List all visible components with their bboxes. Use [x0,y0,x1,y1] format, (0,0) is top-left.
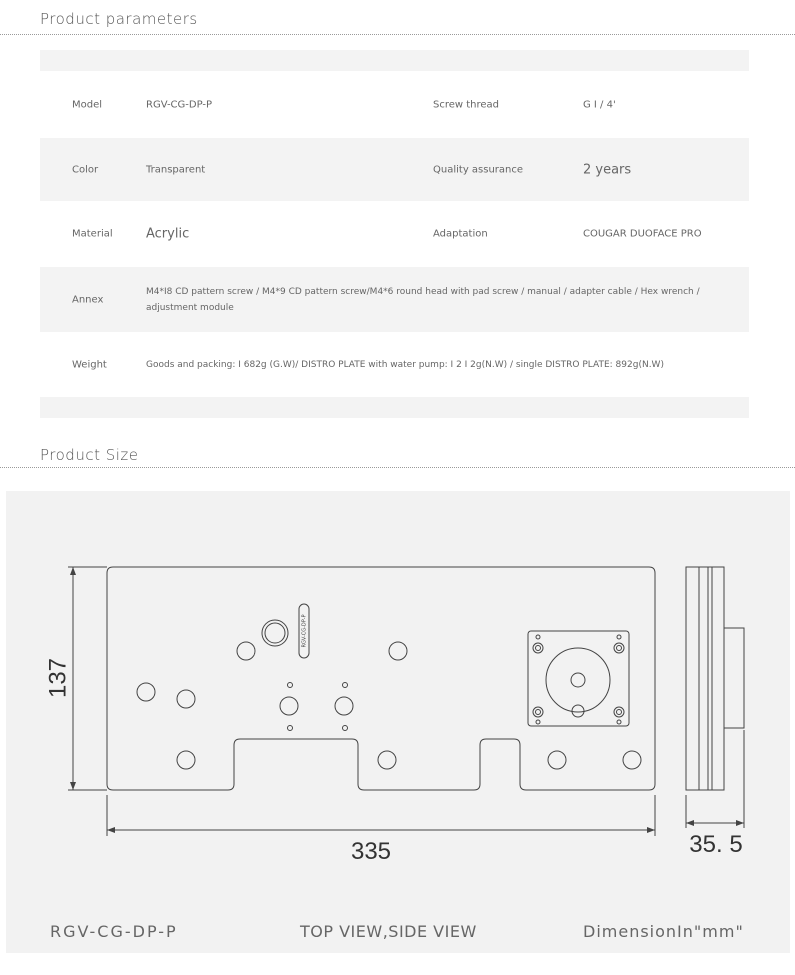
pump-screw-inner [536,710,541,715]
pump-screw [533,707,543,717]
fill-port [262,620,288,646]
weight-label: Weight [72,359,107,370]
quality-label: Quality assurance [433,164,524,175]
hole [177,690,195,708]
hole [548,751,566,769]
caption-view: TOP VIEW,SIDE VIEW [300,922,477,941]
adaptation-label: Adaptation [433,228,488,240]
small-hole [536,720,540,724]
model-label: Model [72,99,103,110]
caption-unit: DimensionIn"mm" [583,922,744,941]
width-dim-label: 335 [350,838,392,865]
small-hole [617,720,621,724]
material-value: Acrylic [146,226,190,242]
pump-screw [533,643,543,653]
port [335,697,353,715]
arrow [107,827,115,833]
arrow [70,782,76,790]
depth-dim-label: 35. 5 [689,831,743,858]
arrow [736,820,744,826]
material-label: Material [72,228,113,240]
arrow [70,567,76,575]
side-view-pump [724,628,744,728]
annex-value: M4*I8 CD pattern screw / M4*9 CD pattern screw/M4*6 round head with pad screw / manual / adapter cable / Hex wrench / adjustment module [146,286,700,313]
arrow [647,827,655,833]
arrow [686,820,694,826]
color-value: Transparent [146,164,206,175]
small-hole [288,683,293,688]
hole [177,751,195,769]
pump-screw [614,643,624,653]
height-dim-label: 137 [44,657,72,699]
hole [623,751,641,769]
small-hole [288,726,293,731]
adaptation-value: COUGAR DUOFACE PRO [583,228,702,240]
pump-screw-inner [617,646,622,651]
hole [378,751,396,769]
hole [389,642,407,660]
pump-housing [546,648,610,712]
thread-label: Screw thread [433,99,500,110]
size-title: Product Size [40,446,139,464]
color-label: Color [72,164,99,175]
pump-screw [614,707,624,717]
pump-screw-inner [536,646,541,651]
thread-value: G I / 4' [583,99,616,110]
model-value: RGV-CG-DP-P [146,99,213,110]
small-hole [536,635,540,639]
side-view-outer [686,567,724,790]
caption-model: RGV-CG-DP-P [50,922,178,941]
small-hole [617,635,621,639]
quality-value: 2 years [583,162,632,177]
pump-center [571,673,585,687]
engraving-text: RGV-CG-DP-P [301,614,308,648]
weight-value: Goods and packing: I 682g (G.W)/ DISTRO PLATE with water pump: I 2 I 2g(N.W) / single DISTRO PLATE: 892g(N.W) [146,359,664,370]
plate-outline [107,567,655,790]
pump-outlet [572,705,584,717]
hole [137,683,155,701]
pump-screw-inner [617,710,622,715]
small-hole [343,726,348,731]
parameters-title: Product parameters [40,10,198,28]
small-hole [343,683,348,688]
hole [237,642,255,660]
fill-port-inner [265,623,285,643]
port [280,697,298,715]
annex-label: Annex [72,294,104,305]
